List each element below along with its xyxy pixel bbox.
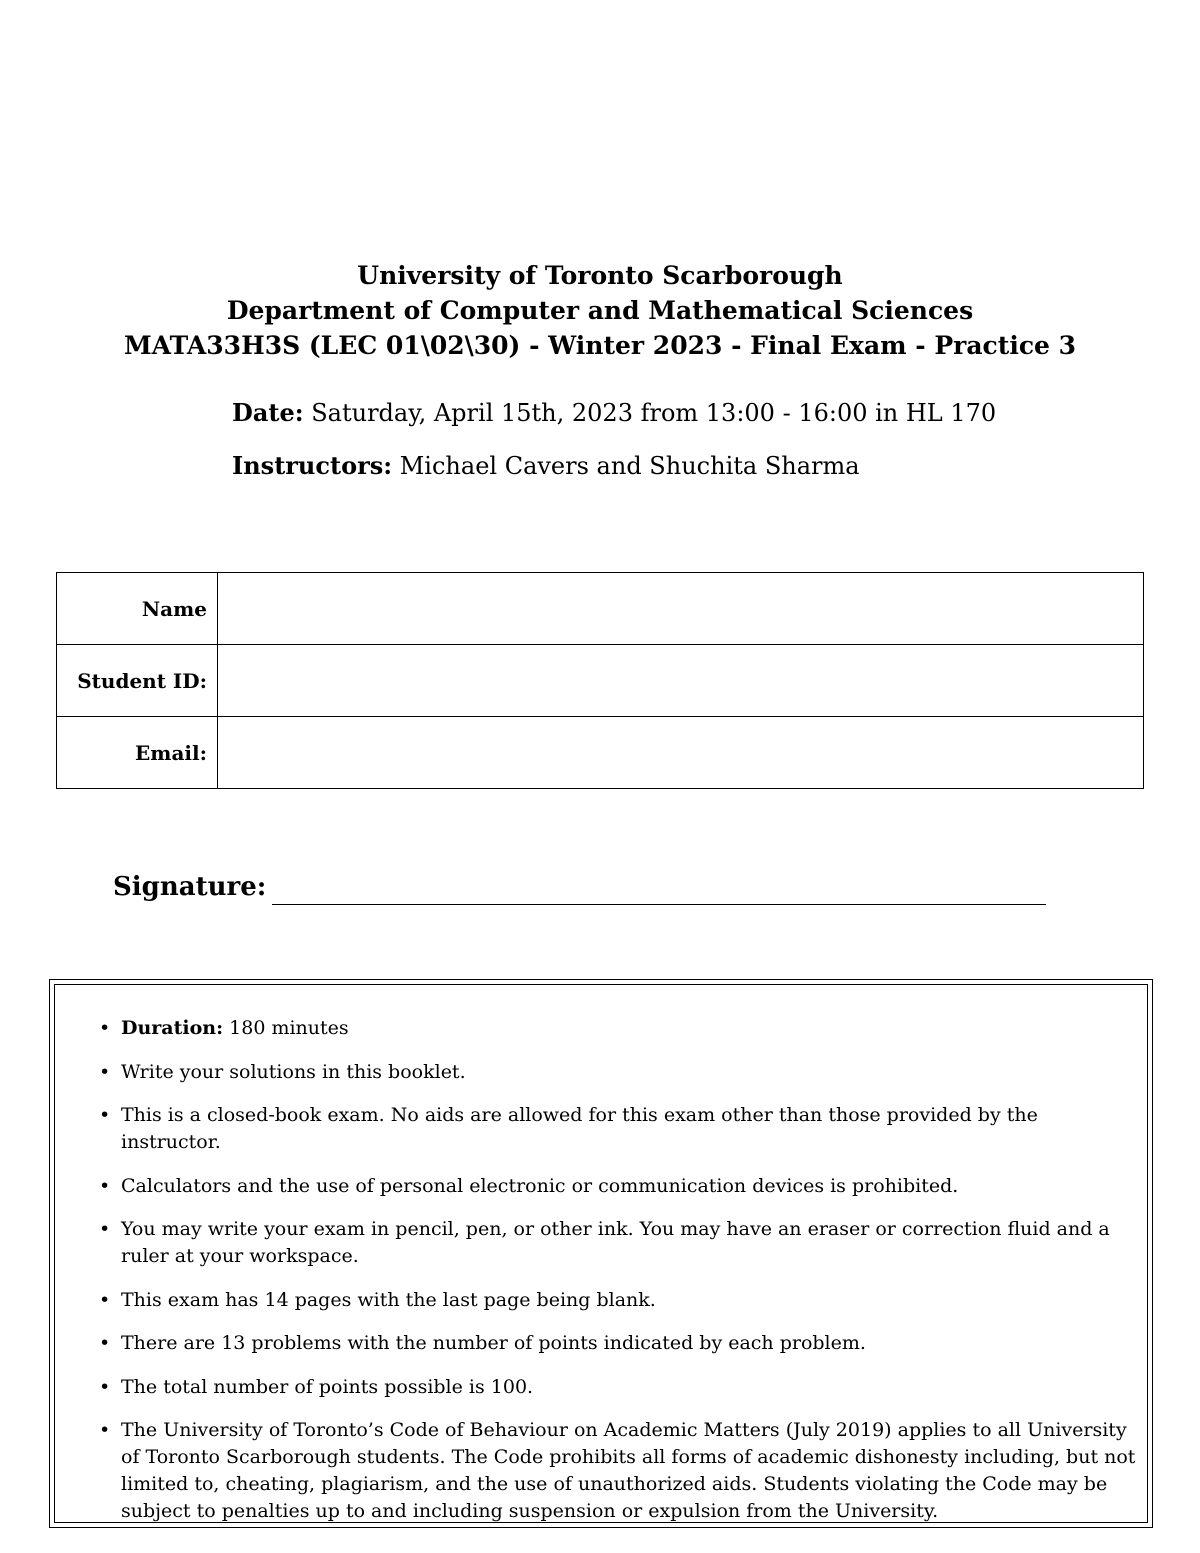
rule-text: Write your solutions in this booklet. xyxy=(121,1060,466,1083)
instructions-box-inner xyxy=(54,984,1148,1523)
department-name: Department of Computer and Mathematical Sciences xyxy=(226,296,974,325)
rule-text: You may write your exam in pencil, pen, or other ink. You may have an eraser or correction fluid and a ruler at your workspace. xyxy=(121,1218,1110,1267)
list-item xyxy=(99,1059,1139,1086)
course-title: MATA33H3S (LEC 01\02\30) - Winter 2023 - Final Exam - Practice 3 xyxy=(123,331,1077,360)
email-field[interactable] xyxy=(218,717,1144,789)
instructors-value: Michael Cavers and Shuchita Sharma xyxy=(399,452,860,480)
list-item xyxy=(99,1417,1139,1525)
instructions-box xyxy=(49,979,1153,1528)
bullet-icon: • xyxy=(99,1419,111,1441)
list-item xyxy=(99,1102,1139,1156)
rule-text: The University of Toronto’s Code of Behaviour on Academic Matters (July 2019) applies to all University of Toronto Scarborough students. The Code prohibits all forms of academic dishonesty including, but not limited to, cheating, plagiarism, and the use of unauthorized aids. Students violating the Code may be subject to penalties up to and including suspension or expulsion from the University. xyxy=(121,1419,1136,1522)
exam-date xyxy=(232,398,996,427)
date-label: Date: xyxy=(232,398,304,427)
rule-text: This exam has 14 pages with the last page being blank. xyxy=(121,1288,656,1311)
table-row xyxy=(57,645,1144,717)
list-item xyxy=(99,1330,1139,1357)
instructors-label: Instructors: xyxy=(232,451,393,480)
signature-label: Signature: xyxy=(113,872,267,902)
list-item xyxy=(99,1216,1139,1270)
duration-label: Duration: xyxy=(121,1017,224,1039)
instructions-list xyxy=(99,1015,1139,1542)
bullet-icon: • xyxy=(99,1174,111,1197)
duration-value: 180 minutes xyxy=(229,1017,349,1039)
bullet-icon: • xyxy=(99,1288,111,1311)
date-value: Saturday, April 15th, 2023 from 13:00 - 16:00 in HL 170 xyxy=(311,399,997,427)
table-row xyxy=(57,573,1144,645)
bullet-icon: • xyxy=(99,1060,111,1083)
table-row xyxy=(57,717,1144,789)
name-field[interactable] xyxy=(218,573,1144,645)
list-item xyxy=(99,1287,1139,1314)
rule-text: Calculators and the use of personal electronic or communication devices is prohibited. xyxy=(121,1174,959,1197)
bullet-icon: • xyxy=(99,1332,111,1354)
rule-text: This is a closed-book exam. No aids are allowed for this exam other than those provided by the instructor. xyxy=(121,1104,1038,1153)
student-id-label: Student ID: xyxy=(57,645,218,717)
bullet-icon: • xyxy=(99,1218,111,1240)
signature-line[interactable] xyxy=(272,904,1046,905)
email-label: Email: xyxy=(57,717,218,789)
exam-instructors xyxy=(232,451,860,480)
list-item xyxy=(99,1374,1139,1401)
university-name: University of Toronto Scarborough xyxy=(357,261,843,290)
bullet-icon: • xyxy=(99,1017,111,1039)
rule-text: The total number of points possible is 100. xyxy=(121,1375,534,1398)
list-item xyxy=(99,1173,1139,1200)
bullet-icon: • xyxy=(99,1104,111,1126)
student-id-field[interactable] xyxy=(218,645,1144,717)
rule-text: There are 13 problems with the number of points indicated by each problem. xyxy=(121,1332,866,1354)
bullet-icon: • xyxy=(99,1375,111,1398)
exam-header xyxy=(0,258,1200,363)
student-info-table xyxy=(56,572,1144,789)
list-item xyxy=(99,1015,1139,1042)
name-label: Name xyxy=(57,573,218,645)
